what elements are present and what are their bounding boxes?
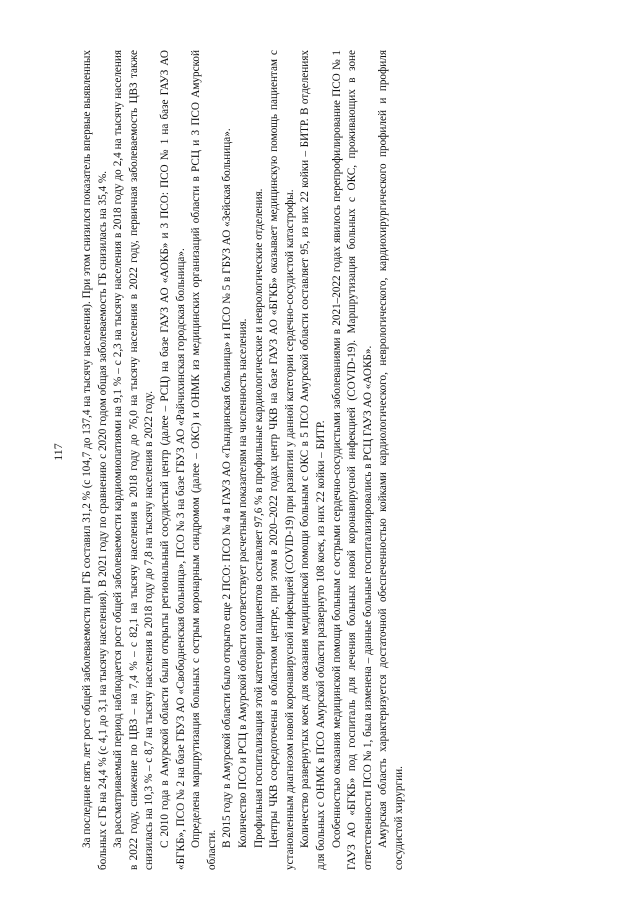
- paragraph-2: За рассматриваемый период наблюдается рост общей заболеваемости кардиомиопатиями на 9,1 % – с 2,3 на тысячу населения в 2018 году до 2,4 на тысячу населения в 2022 году, снижение по ЦВЗ – на 7,4 % – с 82,1 на тысячу населения в 2018 году до 76,0 на тысячу населения в 2022 году, первичная заболеваемость ЦВЗ также снизилась на 10,3 % – с 8,7 на тысячу населения в 2018 году до 7,8 на тысячу населения в 2022 году.: [112, 50, 156, 870]
- paragraph-5: В 2015 году в Амурской области было открыто еще 2 ПСО: ПСО № 4 в ГАУЗ АО «Тындинская больница» и ПСО № 5 в ГБУЗ АО «Зейская больница».: [221, 128, 234, 848]
- paragraph-10: Особенностью оказания медицинской помощи больным с острыми сердечно-сосудистыми заболеваниями в 2021–2022 годах явилось перепрофилирование ПСО № 1 ГАУЗ АО «БГКБ» под госпиталь для лечения больных новой коронавирусной инфекцией (COVID-19). Маршрутизация больных с ОКС, проживающих в зоне ответственности ПСО № 1, была изменена – данные больные госпитализировались в РСЦ ГАУЗ АО «АОКБ».: [330, 50, 374, 870]
- paragraph-6: Количество ПСО и РСЦ в Амурской области соответствует расчетным показателям на численность населения.: [236, 318, 249, 848]
- page-number: 117: [51, 443, 65, 461]
- rotated-page: [80, 50, 580, 870]
- paragraph-11: Амурская область характеризуется достаточной обеспеченностью койками кардиологического, неврологического, кардиохирургического профилей и профиля сосудистой хирургии.: [377, 50, 405, 870]
- paragraph-1: За последние пять лет рост общей заболеваемости при ГБ составил 31,2 % (с 104,7 до 137,4 на тысячу населения). При этом снизился показатель впервые выявленных больных с ГБ на 24,4 % (с 4,1 до 3,1 на тысячу населения). В 2021 году по сравнению с 2020 годом общая заболеваемость ГБ снизилась на 35,4 %.: [81, 50, 109, 870]
- paragraph-4: Определена маршрутизация больных с острым коронарным синдромом (далее – ОКС) и ОНМК из медицинских организаций области в РСЦ и 3 ПСО Амурской области.: [190, 50, 218, 870]
- paragraph-8: Центры ЧКВ сосредоточены в областном центре, при этом в 2020–2022 годах центр ЧКВ на базе ГАУЗ АО «БГКБ» оказывает медицинскую помощь пациентам с установленным диагнозом новой коронавирусной инфекцией (COVID-19) при развитии у данной категории сердечно-сосудистой катастрофы.: [268, 50, 296, 870]
- paragraph-7: Профильная госпитализация этой категории пациентов составляет 97,6 % в профильные кардиологические и неврологические отделения.: [252, 188, 265, 848]
- paragraph-9: Количество развернутых коек для оказания медицинской помощи больным с ОКС в 5 ПСО Амурской области составляет 95, из них 22 койки – БИТР. В отделениях для больных с ОНМК в ПСО Амурской области развернуто 108 коек, из них 22 койки – БИТР.: [299, 50, 327, 870]
- paragraph-3: С 2010 года в Амурской области были открыты региональный сосудистый центр (далее – РСЦ) на базе ГАУЗ АО «АОКБ» и 3 ПСО: ПСО № 1 на базе ГАУЗ АО «БГКБ», ПСО № 2 на базе ГБУЗ АО «Свободненская больница», ПСО № 3 на базе ГБУЗ АО «Райчихинская городская больница».: [158, 50, 187, 870]
- page-body: [80, 50, 407, 870]
